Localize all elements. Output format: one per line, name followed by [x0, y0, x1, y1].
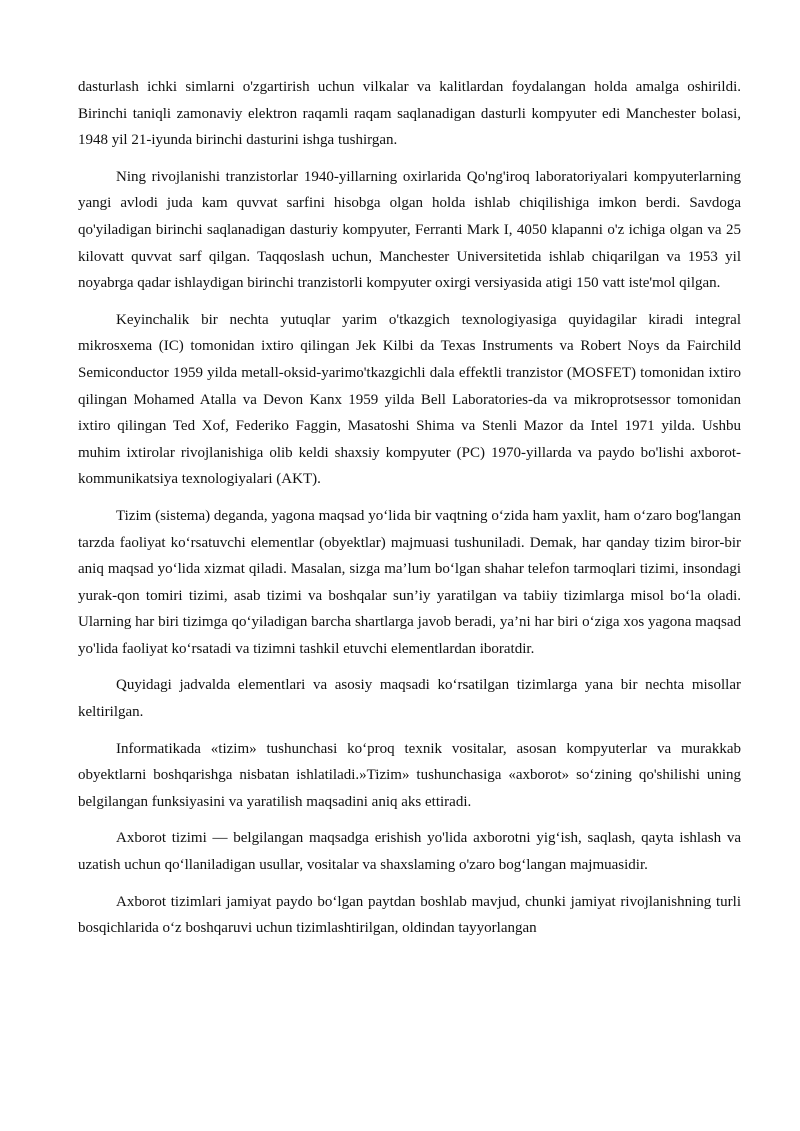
- paragraph-7: Axborot tizimi — belgilangan maqsadga erishish yo'lida axborotni yig‘ish, saqlash, qayta ishlash va uzatish uchun qo‘llaniladigan usullar, vositalar va shaxslaming o'zaro bog‘langan majmuasidir.: [78, 830, 741, 874]
- paragraph-6: Informatikada «tizim» tushunchasi ko‘proq texnik vositalar, asosan kompyuterlar va murakkab obyektlarni boshqarishga nisbatan ishlatiladi.»Tizim» tushunchasiga «axborot» so‘zining qo'shilishi uning belgilangan funksiyasini va yaratilish maqsadini aniq aks ettiradi.: [78, 740, 741, 810]
- paragraph-3: Keyinchalik bir nechta yutuqlar yarim o'tkazgich texnologiyasiga quyidagilar kiradi integral mikrosxema (IC) tomonidan ixtiro qilingan Jek Kilbi da Texas Instruments va Robert Noys da Fairchild Semiconductor 1959 yilda metall-oksid-yarimo'tkazgichli dala effektli tranzistor (MOSFET) tomonidan ixtiro qilingan Mohamed Atalla va Devon Kanx 1959 yilda Bell Laboratories-da va mikroprotsessor tomonidan ixtiro qilingan Ted Xof, Federiko Faggin, Masatoshi Shima va Stenli Mazor da Intel 1971 yilda. Ushbu muhim ixtirolar rivojlanishiga olib keldi shaxsiy kompyuter (PC) 1970-yillarda va paydo bo'lishi axborot-kommunikatsiya texnologiyalari (AKT).: [78, 311, 741, 488]
- paragraph-4: Tizim (sistema) deganda, yagona maqsad yo‘lida bir vaqtning o‘zida ham yaxlit, ham o‘zaro bog'langan tarzda faoliyat ko‘rsatuvchi elementlar (obyektlar) majmuasi tushuniladi. Demak, har qanday tizim biror-bir aniq maqsad yo‘lida xizmat qiladi. Masalan, sizga ma’lum bo‘lgan shahar telefon tarmoqlari tizimi, insondagi yurak-qon tomiri tizimi, asab tizimi va boshqalar sun’iy yaratilgan va tabiiy tizimlarga misol bo‘la oladi. Ularning har biri tizimga qo‘yiladigan barcha shartlarga javob beradi, ya’ni har biri o‘ziga xos yagona maqsad yo'lida faoliyat ko‘rsatadi va tizimni tashkil etuvchi elementlardan iboratdir.: [78, 507, 741, 657]
- paragraph-2: Ning rivojlanishi tranzistorlar 1940-yillarning oxirlarida Qo'ng'iroq laboratoriyalari kompyuterlarning yangi avlodi juda kam quvvat sarfini hisobga olgan holda ishlab chiqilishiga imkon berdi. Savdoga qo'yiladigan birinchi saqlanadigan dasturiy kompyuter, Ferranti Mark I, 4050 klapanni o'z ichiga olgan va 25 kilovatt quvvat sarf qilgan. Taqqoslash uchun, Manchester Universitetida ishlab chiqarilgan va 1953 yil noyabrga qadar ishlaydigan birinchi tranzistorli kompyuter oxirgi versiyasida atigi 150 vatt iste'mol qilgan.: [78, 168, 741, 292]
- paragraph-5: Quyidagi jadvalda elementlari va asosiy maqsadi ko‘rsatilgan tizimlarga yana bir nechta misollar keltirilgan.: [78, 677, 741, 721]
- document-page: [78, 74, 741, 952]
- paragraph-1: dasturlash ichki simlarni o'zgartirish uchun vilkalar va kalitlardan foydalangan holda amalga oshirildi. Birinchi taniqli zamonaviy elektron raqamli raqam saqlanadigan dasturli kompyuter edi Manchester bolasi, 1948 yil 21-iyunda birinchi dasturini ishga tushirgan.: [78, 79, 741, 149]
- paragraph-8: Axborot tizimlari jamiyat paydo bo‘lgan paytdan boshlab mavjud, chunki jamiyat rivojlanishning turli bosqichlarida o‘z boshqaruvi uchun tizimlashtirilgan, oldindan tayyorlangan: [78, 893, 741, 937]
